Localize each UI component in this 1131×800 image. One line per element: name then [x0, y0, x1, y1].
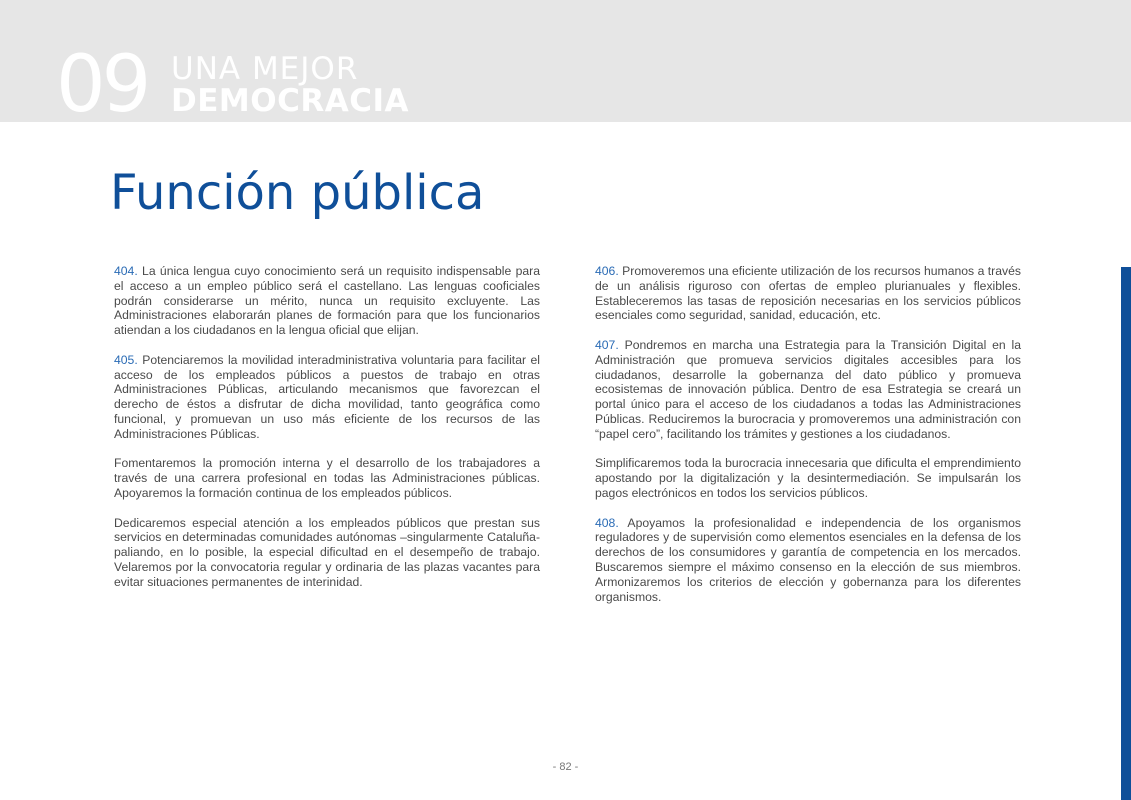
paragraph-405 [114, 353, 540, 442]
chapter-title-line2: DEMOCRACIA [171, 83, 409, 119]
paragraph-simplificaremos [595, 456, 1021, 500]
chapter-title-line1: UNA MEJOR [171, 51, 359, 87]
page-number: - 82 - [552, 761, 579, 773]
paragraph-406 [595, 264, 1021, 323]
paragraph-407 [595, 338, 1021, 442]
paragraph-text: Simplificaremos toda la burocracia innecesaria que dificulta el emprendimiento apostando por la digitalización y la desintermediación. Se impulsarán los pagos electrónicos en todos los servicios públicos. [595, 456, 1021, 500]
paragraph-text: Promoveremos una eficiente utilización de los recursos humanos a través de un análisis riguroso con ofertas de empleo plurianuales y flexibles. Estableceremos las tasas de reposición necesarias en los servicios públicos esenciales como seguridad, sanidad, educación, etc. [595, 264, 1021, 323]
item-number: 404. [114, 264, 138, 278]
left-column [114, 264, 540, 604]
paragraph-text: Dedicaremos especial atención a los empleados públicos que prestan sus servicios en determinadas comunidades autónomas –singularmente Cataluña- paliando, en lo posible, la especial dificultad en el desempeño de trabajo. Velaremos por la convocatoria regular y ordinaria de las plazas vacantes para evitar situaciones permanentes de interinidad. [114, 515, 540, 589]
item-number: 407. [595, 337, 619, 352]
paragraph-text: Fomentaremos la promoción interna y el desarrollo de los trabajadores a través de una carrera profesional en todas las Administraciones públicas. Apoyaremos la formación continua de los empleados públicos. [114, 456, 540, 500]
paragraph-atencion-empleados [114, 516, 540, 590]
paragraph-text: Pondremos en marcha una Estrategia para la Transición Digital en la Administración que promueva servicios digitales accesibles para los ciudadanos, desarrolle la gobernanza del dato público y promueva ecosistemas de innovación pública. Dentro de esa Estrategia se creará un portal único para el acceso de los ciudadanos a todas las Administraciones Públicas. Reduciremos la burocracia y promoveremos una administración con “papel cero”, facilitando los trámites y gestiones a los ciudadanos. [595, 337, 1021, 441]
paragraph-text: Potenciaremos la movilidad interadministrativa voluntaria para facilitar el acceso de los empleados públicos a puestos de trabajo en otras Administraciones Públicas, articulando mecanismos que favorezcan el derecho de éstos a disfrutar de dicha movilidad, tanto geográfica como funcional, y promuevan un uso más eficiente de los recursos de las Administraciones Públicas. [114, 352, 540, 441]
item-number: 408. [595, 515, 619, 530]
item-number: 406. [595, 264, 619, 278]
side-accent-bar [1121, 267, 1131, 800]
item-number: 405. [114, 352, 138, 367]
paragraph-text: La única lengua cuyo conocimiento será un requisito indispensable para el acceso a un empleo público será el castellano. Las lenguas cooficiales podrán considerarse un mérito, nunca un requisito excluyente. Las Administraciones elaborarán planes de formación para que los funcionarios atiendan a los ciudadanos en la lengua oficial que elijan. [114, 264, 540, 338]
right-column [595, 264, 1021, 619]
paragraph-promocion-interna [114, 456, 540, 500]
page-title: Función pública [110, 165, 485, 221]
chapter-number: 09 [56, 40, 148, 130]
paragraph-408 [595, 516, 1021, 605]
paragraph-text: Apoyamos la profesionalidad e independencia de los organismos reguladores y de supervisión como elementos esenciales en la defensa de los derechos de los consumidores y garantía de competencia en los mercados. Buscaremos siempre el máximo consenso en la elección de sus miembros. Armonizaremos los criterios de elección y gobernanza para los diferentes organismos. [595, 515, 1021, 604]
paragraph-404 [114, 264, 540, 338]
chapter-header-band [0, 0, 1131, 122]
